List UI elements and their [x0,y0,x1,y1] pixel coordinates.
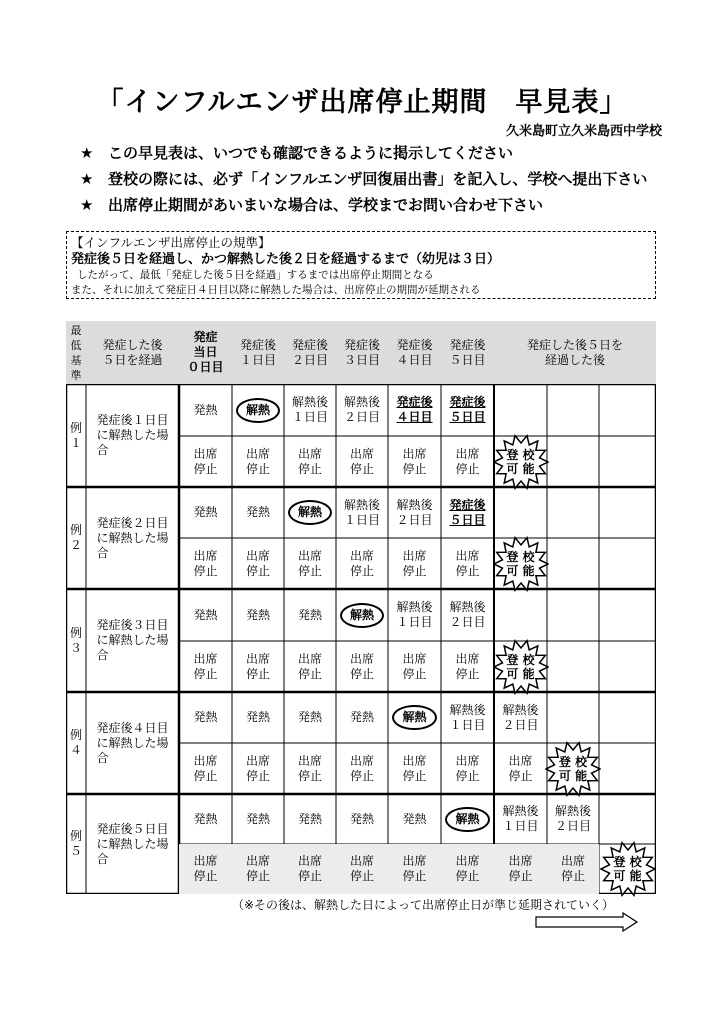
case-status-cell-text: 発熱 [245,710,270,724]
school-ok-badge [545,741,601,797]
case-stop-cell [284,538,336,589]
case-status-cell-text: 発症後 ４日目 [396,395,433,424]
case-status-cell [284,589,336,641]
case-stop-cell [179,844,232,894]
case-status-cell-text: 解熱後 ２日目 [343,395,380,424]
day-header-text: 発症後 ３日目 [343,337,380,367]
case-status-cell-text: 発熱 [245,811,270,826]
case-status-cell-text: 発熱 [193,402,218,417]
day-header-text: 発症後 ２日目 [291,337,328,367]
case-status-cell [388,794,441,844]
case-stop-cell-text: 出席 停止 [455,753,480,783]
case-status-cell-text: 解熱後 ２日目 [554,804,591,833]
corner-header [66,321,86,384]
case-status-cell-text: 発熱 [349,811,374,826]
case-status-cell-text: 発熱 [245,607,270,622]
case-description [86,794,179,894]
case-stop-cell-text: 出席 停止 [297,548,322,578]
rules-sub-text: また、それに加えて発症日４日目以降に解熱した場合は、出席停止の期間が延期される [71,284,481,296]
case-status-cell [336,487,388,538]
after-header-text: 発症した後５日を 経過した後 [526,337,623,367]
case-stop-cell-text: 出席 停止 [349,446,374,476]
case-stop-cell-text: 出席 停止 [402,753,427,783]
case-status-cell-text: 解熱後 ２日目 [396,497,433,527]
day-header-text: 発症後 ５日目 [449,337,486,367]
school-name: 久米島町立久米島西中学校 [505,124,662,139]
school-ok-text: 登 校 可 能 [558,754,588,783]
case-status-cell-text: 発熱 [245,505,270,519]
case-status-cell [284,487,336,538]
case-status-cell-text: 解熱後 １日目 [396,600,433,629]
notice-text: この早見表は、いつでも確認できるように掲示してください [108,144,514,162]
case-stop-cell [441,436,494,487]
case-description-text: 発症後４日目 に解熱した場 合 [96,720,169,765]
case-description-text: 発症後３日目 に解熱した場 合 [96,618,169,662]
school-ok-text: 登 校 可 能 [506,447,535,476]
case-status-cell [179,692,232,743]
case-stop-cell [388,436,441,487]
case-stop-cell [284,641,336,692]
case-status-cell-text: 解熱後 ２日目 [502,702,539,732]
case-stop-cell-text: 出席 停止 [402,548,427,578]
case-status-cell [441,487,494,538]
case-stop-cell [232,743,284,794]
case-status-cell-text: 発熱 [193,811,218,826]
case-stop-cell-text: 出席 停止 [455,854,480,883]
case-stop-cell [179,436,232,487]
case-status-cell [284,384,336,436]
case-status-cell-text: 解熱後 ２日目 [449,600,486,629]
case-status-cell [232,384,284,436]
day0-header [179,321,232,384]
case-stop-cell-text: 出席 停止 [508,854,533,883]
case-status-cell [179,487,232,538]
case-status-cell [388,692,441,743]
case-status-cell [336,589,388,641]
star-icon: ★ [80,144,94,162]
attendance-table [66,321,656,894]
case-stop-cell-text: 出席 停止 [349,753,374,783]
case-stop-cell [494,844,547,894]
case-status-cell [388,487,441,538]
case-stop-cell [179,641,232,692]
case-description [86,487,179,589]
case-stop-cell-text: 出席 停止 [402,854,427,883]
case-status-cell-text: 発熱 [349,710,374,724]
case-stop-cell [336,538,388,589]
right-arrow-icon [535,912,639,932]
school-ok-badge [493,434,549,490]
case-stop-cell-text: 出席 停止 [193,548,218,578]
case-status-cell [441,384,494,436]
case-stop-cell-text: 出席 停止 [297,753,322,783]
case-stop-cell-text: 出席 停止 [245,854,270,883]
case-status-cell-text: 発症後 ５日目 [449,395,486,424]
case-label [66,384,86,487]
case-stop-cell [179,538,232,589]
case-stop-cell-text: 出席 停止 [297,854,322,883]
case-stop-cell [232,538,284,589]
case-label-text: 例 ３ [69,625,82,655]
after-header [494,321,656,384]
case-status-cell [179,589,232,641]
case-stop-cell [388,844,441,894]
case-stop-cell-text: 出席 停止 [349,651,374,681]
case-stop-cell [232,641,284,692]
case-stop-cell-text: 出席 停止 [455,446,480,476]
case-status-cell-text: 発熱 [297,811,322,826]
case-status-cell [547,794,599,844]
case-description [86,589,179,692]
case-stop-cell-text: 出席 停止 [245,753,270,783]
case-label [66,692,86,794]
case-label [66,487,86,589]
case-status-cell [179,794,232,844]
star-icon: ★ [80,170,94,188]
case-status-cell [336,384,388,436]
case-status-cell [232,794,284,844]
case-status-cell-text: 解熱 [288,500,332,525]
case-status-cell [336,794,388,844]
case-stop-cell-text: 出席 停止 [455,548,480,578]
notice-list [80,140,647,218]
case-description-text: 発症後２日目 に解熱した場 合 [96,515,169,560]
case-stop-cell [388,538,441,589]
school-ok-text: 登 校 可 能 [506,549,535,578]
case-stop-cell-text: 出席 停止 [193,446,218,476]
case-status-cell [179,384,232,436]
baseline-header [86,321,179,384]
case-stop-cell-text: 出席 停止 [455,651,480,681]
case-label-text: 例 ２ [69,523,82,552]
school-ok-text: 登 校 可 能 [613,855,642,883]
case-stop-cell [388,641,441,692]
case-status-cell [232,692,284,743]
case-stop-cell-text: 出席 停止 [402,651,427,681]
day-header [284,321,336,384]
case-status-cell [494,794,547,844]
case-status-cell [494,692,547,743]
case-stop-cell-text: 出席 停止 [297,651,322,681]
case-status-cell-text: 解熱後 １日目 [343,497,380,527]
case-stop-cell-text: 出席 停止 [193,651,218,681]
case-status-cell [441,692,494,743]
day-header-text: 発症後 ４日目 [396,337,433,367]
case-stop-cell [232,436,284,487]
case-stop-cell-text: 出席 停止 [349,854,374,883]
case-status-cell-text: 解熱後 １日目 [291,395,328,424]
case-status-cell [232,487,284,538]
notice-item [80,192,647,218]
case-stop-cell [284,844,336,894]
case-status-cell [441,589,494,641]
case-stop-cell [547,844,599,894]
case-status-cell-text: 発熱 [297,710,322,724]
star-icon: ★ [80,196,94,214]
case-status-cell-text: 解熱 [340,603,384,628]
day-header [441,321,494,384]
rules-heading: 【インフルエンザ出席停止の規準】 [71,235,271,250]
rules-main-text: 発症後５日を経過し、かつ解熱した後２日を経過するまで（幼児は３日） [71,252,501,267]
day-header [336,321,388,384]
case-stop-cell-text: 出席 停止 [245,651,270,681]
notice-text: 登校の際には、必ず「インフルエンザ回復届出書」を記入し、学校へ提出下さい [108,170,648,188]
case-stop-cell [232,844,284,894]
case-status-cell-text: 解熱後 １日目 [502,804,539,833]
corner-header-text: 最 低 基 準 [70,323,82,382]
case-status-cell-text: 発症後 ５日目 [449,497,486,527]
case-label [66,794,86,894]
case-stop-cell-text: 出席 停止 [245,548,270,578]
rules-box [66,231,656,299]
case-status-cell-text: 発熱 [297,607,322,622]
case-status-cell-text: 解熱 [236,398,280,423]
day0-header-text: 発症 当日 ０日目 [187,330,224,374]
case-label-text: 例 ４ [69,728,82,757]
case-description-text: 発症後５日目 に解熱した場 合 [96,821,169,866]
case-stop-cell [336,844,388,894]
rules-sub-text: したがって、最低「発症した後５日を経過」するまでは出席停止期間となる [77,269,434,281]
case-status-cell-text: 解熱 [392,705,436,730]
case-status-cell [388,589,441,641]
case-stop-cell-text: 出席 停止 [245,446,270,476]
case-stop-cell [441,743,494,794]
case-status-cell-text: 解熱後 １日目 [449,702,486,732]
case-status-cell [336,692,388,743]
case-status-cell [284,692,336,743]
case-status-cell-text: 発熱 [402,811,427,826]
case-stop-cell [388,743,441,794]
case-stop-cell [336,436,388,487]
case-stop-cell-text: 出席 停止 [402,446,427,476]
case-stop-cell-text: 出席 停止 [297,446,322,476]
case-status-cell [284,794,336,844]
case-stop-cell [441,641,494,692]
case-status-cell-text: 発熱 [193,607,218,622]
case-stop-cell [494,743,547,794]
day-header [388,321,441,384]
case-description-text: 発症後１日目 に解熱した場 合 [96,413,169,457]
case-stop-cell [441,538,494,589]
day-header [232,321,284,384]
case-description [86,692,179,794]
day-header-text: 発症後 １日目 [239,337,276,367]
case-status-cell [441,794,494,844]
school-ok-badge [600,841,656,897]
school-ok-badge [493,536,549,592]
case-status-cell [388,384,441,436]
case-description [86,384,179,487]
case-stop-cell-text: 出席 停止 [193,854,218,883]
case-stop-cell [441,844,494,894]
case-label-text: 例 ５ [69,829,82,858]
case-label-text: 例 １ [69,420,82,450]
case-stop-cell [284,436,336,487]
case-status-cell-text: 発熱 [193,710,218,724]
footer-note: （※その後は、解熱した日によって出席停止日が準じ延期されていく） [232,898,615,912]
case-stop-cell [336,743,388,794]
notice-item [80,140,647,166]
case-stop-cell [284,743,336,794]
case-stop-cell-text: 出席 停止 [508,753,533,783]
page-title: 「インフルエンザ出席停止期間 早見表」 [96,87,628,118]
school-ok-text: 登 校 可 能 [506,652,535,681]
notice-item [80,166,647,192]
case-label [66,589,86,692]
baseline-header-text: 発症した後 ５日を経過 [102,337,163,367]
notice-text: 出席停止期間があいまいな場合は、学校までお問い合わせ下さい [108,196,544,214]
case-stop-cell [336,641,388,692]
case-stop-cell-text: 出席 停止 [560,854,585,883]
case-stop-cell [179,743,232,794]
case-status-cell-text: 発熱 [193,505,218,519]
school-ok-badge [493,639,549,695]
case-status-cell [232,589,284,641]
case-stop-cell-text: 出席 停止 [193,753,218,783]
case-stop-cell-text: 出席 停止 [349,548,374,578]
case-status-cell-text: 解熱 [445,807,489,832]
